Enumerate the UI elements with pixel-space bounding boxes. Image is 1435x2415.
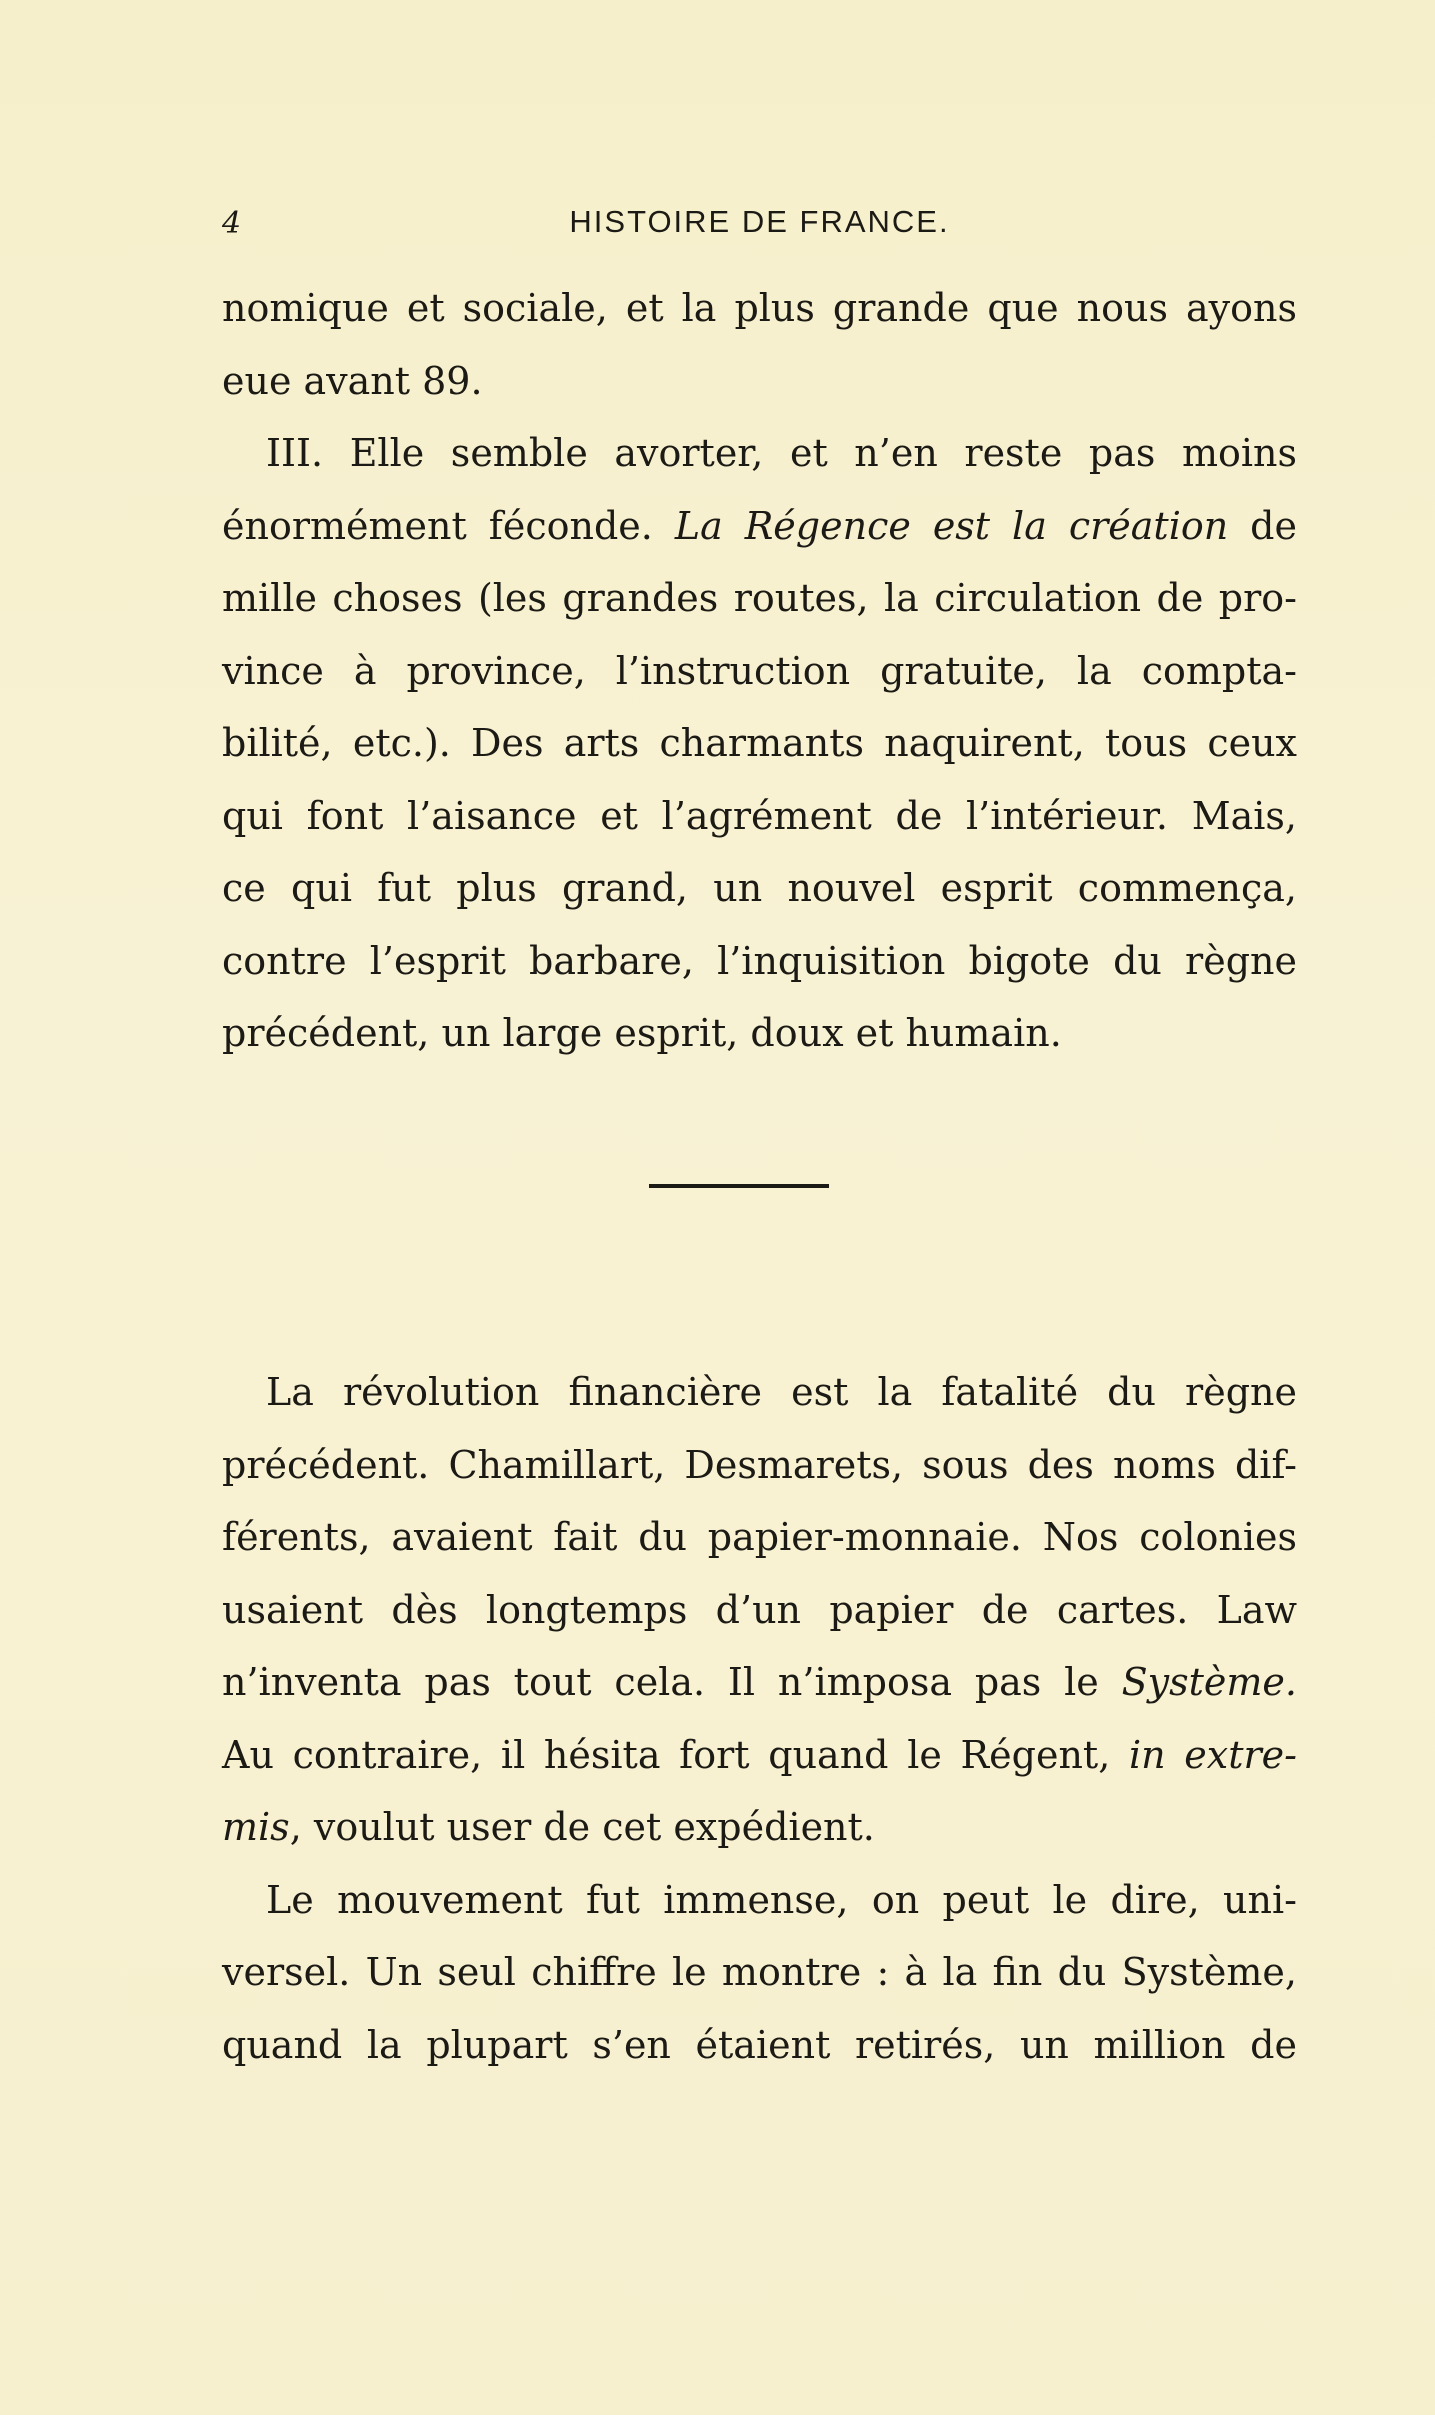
text-block-bottom [222,1356,1297,2081]
text-line: précédent. Chamillart, Desmarets, sous des noms dif- [222,1442,1297,1487]
page-header [222,200,1297,250]
text-span: , voulut user de cet expédient. [289,1805,875,1849]
text-line: contre l’esprit barbare, l’inquisition bigote du règne [222,938,1297,983]
paragraph-revolution-financiere [222,1356,1297,1864]
text-line: quand la plupart s’en étaient retirés, un million de [222,2022,1297,2067]
italic-phrase: Système. [1121,1660,1297,1704]
text-line [222,1719,1297,1792]
text-block-top [222,272,1297,1070]
text-line: usaient dès longtemps d’un papier de cartes. Law [222,1587,1297,1632]
text-line: Le mouvement fut immense, on peut le dire, uni- [266,1877,1297,1922]
paragraph-mouvement [222,1864,1297,2082]
text-span: de [1228,503,1297,548]
text-line: vince à province, l’instruction gratuite, la compta- [222,648,1297,693]
text-span: énormément féconde. [222,503,675,548]
text-line [222,1646,1297,1719]
text-line [222,490,1297,563]
italic-phrase: mis [222,1805,290,1849]
text-span: Au contraire, il hésita fort quand le Régent, [222,1732,1129,1777]
text-line: précédent, un large esprit, doux et humain. [222,1011,1062,1055]
paragraph-continuation [222,272,1297,417]
section-divider-rule [649,1184,829,1188]
text-line: nomique et sociale, et la plus grande que nous ayons [222,286,1297,330]
text-line: bilité, etc.). Des arts charmants naquirent, tous ceux [222,721,1297,765]
text-line: versel. Un seul chiffre le montre : à la fin du Système, [222,1950,1297,1994]
text-line: férents, avaient fait du papier-monnaie. Nos colonies [222,1515,1297,1559]
text-line: ce qui fut plus grand, un nouvel esprit commença, [222,866,1297,910]
page-number: 4 [222,206,242,241]
text-line: qui font l’aisance et l’agrément de l’intérieur. Mais, [222,793,1297,838]
text-line [222,1791,1297,1864]
running-title: HISTOIRE DE FRANCE. [569,204,950,239]
text-line: mille choses (les grandes routes, la circulation de pro- [222,576,1297,620]
italic-phrase: La Régence est la création [674,503,1229,548]
italic-phrase: in extre- [1128,1732,1297,1777]
text-line: La révolution financière est la fatalité du règne [266,1370,1297,1414]
text-line: eue avant 89. [222,358,483,403]
text-span: n’inventa pas tout cela. Il n’imposa pas le [222,1660,1122,1704]
paragraph-regence [222,417,1297,1070]
text-line: III. Elle semble avorter, et n’en reste pas moins [266,431,1297,475]
